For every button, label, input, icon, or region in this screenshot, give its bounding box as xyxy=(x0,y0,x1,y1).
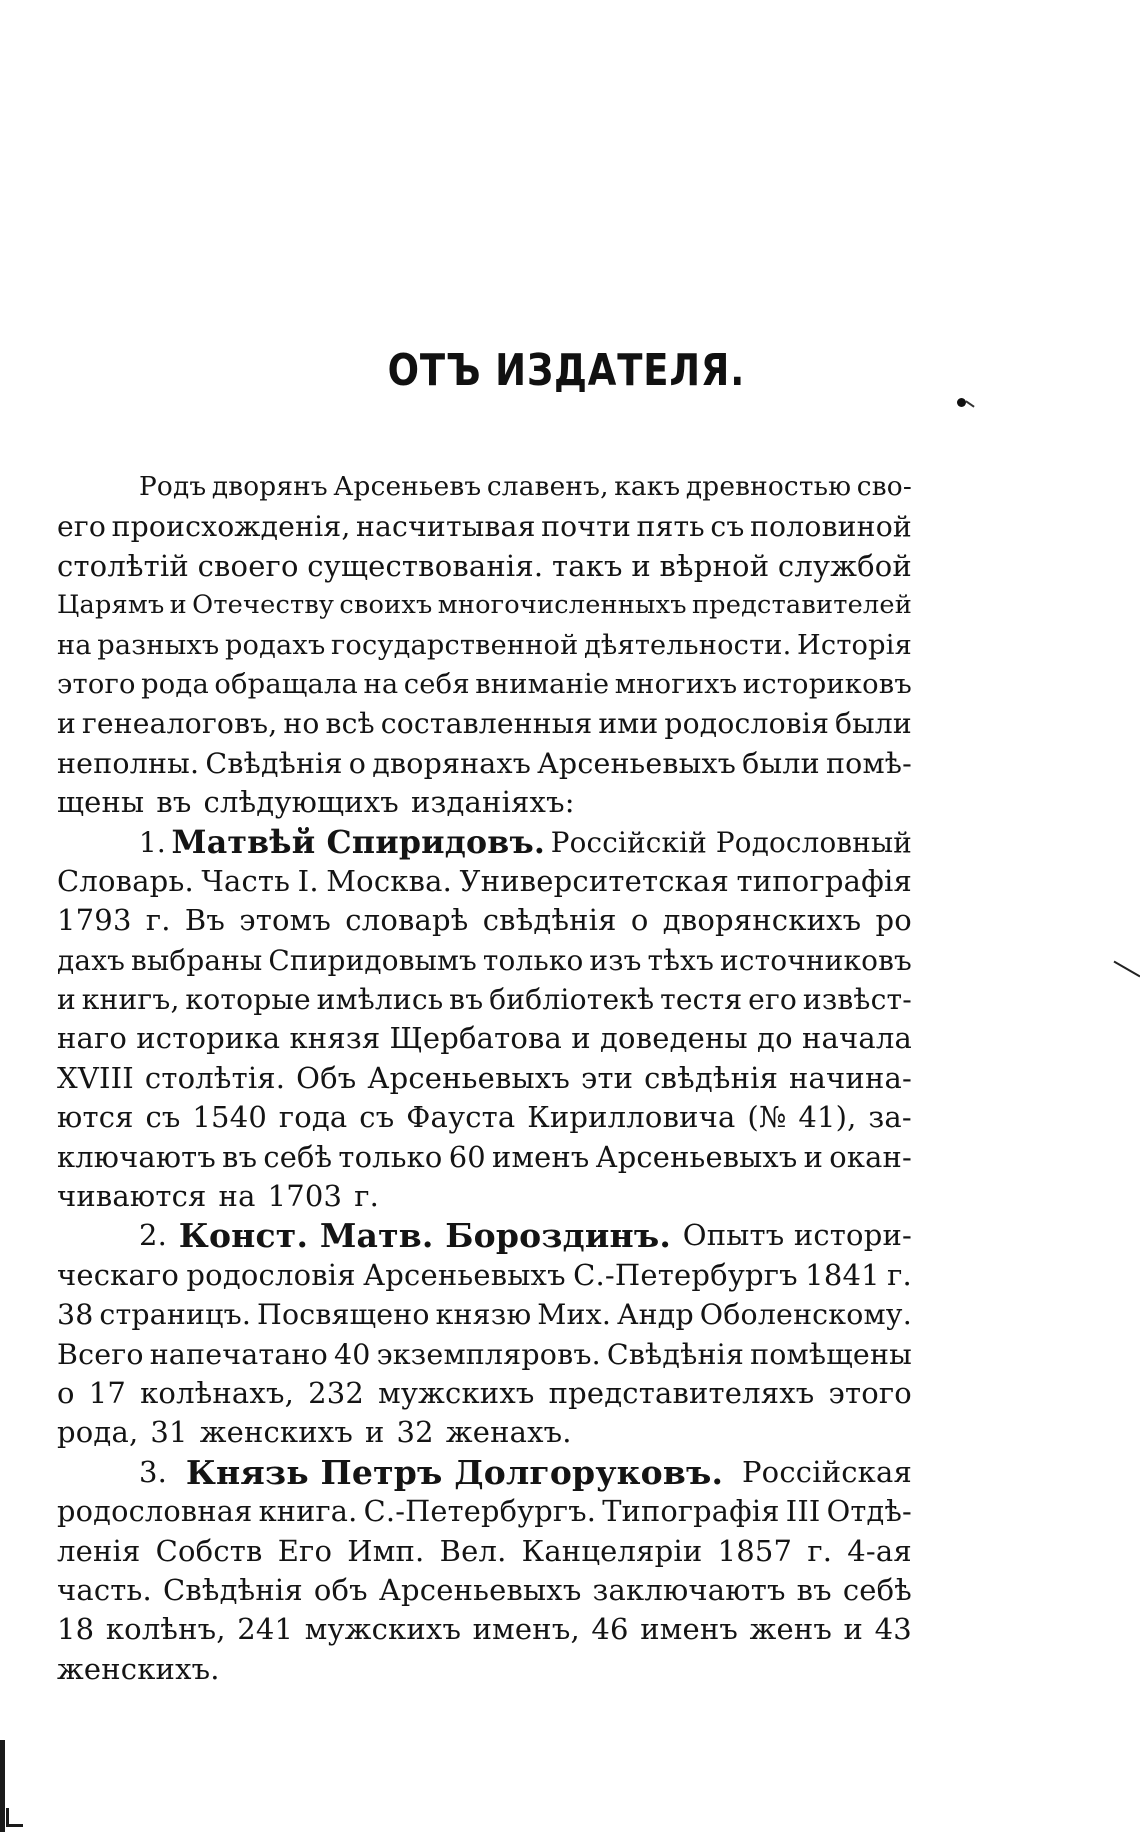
text-line xyxy=(57,1216,912,1255)
word: 1703 xyxy=(267,1179,343,1214)
word: въ xyxy=(449,983,484,1017)
word: ленія xyxy=(57,1533,141,1568)
word: Исторія xyxy=(797,629,912,661)
word: которые xyxy=(185,983,311,1017)
word: въ xyxy=(222,1139,258,1174)
word: выбраны xyxy=(131,943,263,977)
word: и xyxy=(57,983,76,1017)
word: многихъ xyxy=(614,668,738,700)
word: Арсеньевыхъ xyxy=(595,1139,798,1174)
text-line xyxy=(57,744,912,783)
word: себѣ xyxy=(842,1572,912,1607)
text-line xyxy=(57,1650,912,1689)
word: колѣнахъ, xyxy=(140,1375,295,1410)
word: генеалоговъ, xyxy=(81,707,278,741)
text-line xyxy=(57,586,912,625)
text-line xyxy=(57,704,912,743)
ink-spot-tail xyxy=(965,400,974,407)
page-edge-mark xyxy=(0,1740,5,1832)
word: съ xyxy=(710,510,745,544)
word: вѣрной xyxy=(659,548,770,583)
word: его xyxy=(57,510,107,544)
word: 32 xyxy=(396,1415,434,1450)
word: этомъ xyxy=(239,903,332,938)
word: женскихъ xyxy=(199,1415,353,1450)
ink-spot xyxy=(957,398,966,407)
entry-number: 2. xyxy=(139,1218,168,1253)
word: 1540 xyxy=(192,1100,267,1135)
word: дворянъ xyxy=(211,472,328,502)
word: женахъ. xyxy=(445,1415,572,1450)
word: начала xyxy=(801,1021,912,1056)
word: 241 xyxy=(237,1612,294,1647)
word: извѣст- xyxy=(802,983,912,1017)
word: насчитывая xyxy=(356,510,536,544)
word: 232 xyxy=(308,1375,365,1410)
entry-author: Князь Петръ Долгоруковъ. xyxy=(185,1452,724,1492)
word: 41), xyxy=(798,1100,857,1135)
word: историковъ xyxy=(742,668,912,700)
word: Царямъ xyxy=(57,590,165,621)
text-line xyxy=(57,1256,912,1295)
word: о xyxy=(630,903,649,938)
word: 18 xyxy=(57,1612,95,1647)
margin-stroke xyxy=(1114,961,1140,978)
word: съ xyxy=(359,1100,395,1135)
word: Щербатова xyxy=(389,1021,563,1056)
word: родословія xyxy=(186,1257,356,1292)
word: свѣдѣнія xyxy=(482,903,617,938)
word: Свѣдѣнія xyxy=(606,1337,745,1371)
word: наго xyxy=(57,1021,128,1056)
word: словарѣ xyxy=(345,903,469,938)
word: слѣдующихъ xyxy=(203,785,399,820)
word: и xyxy=(803,1139,824,1174)
word: ими xyxy=(598,707,659,741)
text-line xyxy=(57,941,912,980)
word: Канцеляріи xyxy=(521,1533,703,1568)
page-title: ОТЪ ИЗДАТЕЛЯ. xyxy=(387,345,746,396)
word: 1857 xyxy=(717,1533,793,1568)
word: 1793 xyxy=(57,903,132,938)
word: Часть xyxy=(201,863,291,898)
word: Вел. xyxy=(439,1533,507,1568)
word: Москва. xyxy=(326,863,453,898)
word: тестя xyxy=(660,983,743,1017)
word: рода, xyxy=(57,1415,139,1450)
word: только xyxy=(338,1139,443,1174)
word: г. xyxy=(354,1179,379,1214)
word: (№ xyxy=(747,1100,787,1135)
word: о xyxy=(348,746,367,780)
word: вниманіе xyxy=(475,668,610,700)
word: щены xyxy=(57,785,145,820)
word: Родъ xyxy=(139,472,207,502)
word: Андр xyxy=(616,1298,694,1332)
word: какъ xyxy=(614,472,681,502)
word: 17 xyxy=(88,1375,127,1410)
word: на xyxy=(363,668,399,700)
word: разныхъ xyxy=(97,629,220,661)
word: родословная xyxy=(57,1494,253,1529)
word: 46 xyxy=(591,1612,629,1647)
word: Отечеству xyxy=(192,590,335,621)
word: Фауста xyxy=(406,1100,516,1135)
word: но xyxy=(283,707,320,741)
word: родословія xyxy=(664,707,830,741)
word: Арсеньевъ xyxy=(333,472,482,502)
word: на xyxy=(57,629,92,661)
word: родахъ xyxy=(224,629,326,661)
word: пять xyxy=(636,510,705,544)
word: князю xyxy=(435,1298,532,1332)
text-line xyxy=(57,783,912,822)
word: начина- xyxy=(789,1060,912,1095)
word: этого xyxy=(57,668,136,700)
word: года xyxy=(278,1100,348,1135)
word: колѣнъ, xyxy=(105,1612,226,1647)
word: столѣтія. xyxy=(144,1060,286,1095)
word: славенъ, xyxy=(486,472,609,502)
word: 38 xyxy=(57,1298,94,1332)
word: своихъ xyxy=(339,590,433,621)
word: представителяхъ xyxy=(548,1375,815,1410)
word: себѣ xyxy=(263,1139,333,1174)
word: и xyxy=(169,590,187,621)
text-line xyxy=(57,1492,912,1531)
word: Свѣдѣнія xyxy=(162,1572,303,1607)
word: 43 xyxy=(874,1612,912,1647)
entry-number: 3. xyxy=(139,1454,168,1489)
word: этого xyxy=(828,1375,912,1410)
word: всѣ xyxy=(325,707,375,741)
text-line xyxy=(57,1532,912,1571)
word: Университетская xyxy=(459,863,729,898)
text-line xyxy=(57,1335,912,1374)
word: заключаютъ xyxy=(592,1572,786,1607)
text-line xyxy=(57,665,912,704)
word: дворянахъ xyxy=(372,746,532,780)
word: историка xyxy=(136,1021,281,1056)
word: напечатано xyxy=(149,1337,329,1371)
word: женскихъ. xyxy=(57,1651,220,1686)
word: за- xyxy=(868,1100,912,1135)
word: именъ xyxy=(492,1139,590,1174)
word: составленныя xyxy=(380,707,593,741)
word: службой xyxy=(777,548,912,583)
word: Арсеньевыхъ xyxy=(367,1060,571,1095)
text-line xyxy=(57,1571,912,1610)
word: дворянскихъ xyxy=(662,903,862,938)
word: въ xyxy=(156,785,192,820)
word: Всего xyxy=(57,1337,144,1371)
word: обращала xyxy=(214,668,359,700)
word: сво- xyxy=(856,472,912,502)
word: помѣщены xyxy=(750,1337,912,1371)
word: многочисленныхъ xyxy=(437,590,687,621)
word: III xyxy=(785,1494,821,1529)
word: Арсеньевыхъ xyxy=(537,746,737,780)
text-line xyxy=(57,1138,912,1177)
text-line xyxy=(57,901,912,940)
word: Имп. xyxy=(347,1533,425,1568)
word: Мих. xyxy=(537,1298,612,1332)
word: древностью xyxy=(685,472,852,502)
word: и xyxy=(571,1021,591,1056)
word: и xyxy=(843,1612,864,1647)
word: Его xyxy=(277,1533,333,1568)
word: тѣхъ xyxy=(647,943,715,977)
word: Посвящено xyxy=(257,1298,430,1332)
page-edge-mark-corner xyxy=(6,1808,23,1827)
word: именъ, xyxy=(472,1612,580,1647)
word: дѣятельности. xyxy=(583,629,792,661)
word: и xyxy=(364,1415,385,1450)
text-line xyxy=(57,1453,912,1492)
word: экземпляровъ. xyxy=(376,1337,601,1371)
word: дахъ xyxy=(57,943,126,977)
word: съ xyxy=(145,1100,181,1135)
word: Собств xyxy=(155,1533,263,1568)
word: 40 xyxy=(333,1337,371,1371)
word: ключаютъ xyxy=(57,1139,216,1174)
entry-title: Россійскій Родословный xyxy=(550,825,912,859)
entry-author: Конст. Матв. Бороздинъ. xyxy=(178,1216,672,1256)
word: I. xyxy=(297,863,319,898)
word: государственной xyxy=(330,629,579,661)
word: источниковъ xyxy=(719,943,912,977)
word: доведены xyxy=(599,1021,748,1056)
word: г. xyxy=(807,1533,833,1568)
word: Оболенскому. xyxy=(699,1298,912,1332)
word: своего xyxy=(197,548,299,583)
word: С.-Петербургъ xyxy=(573,1257,798,1292)
word: почти xyxy=(541,510,631,544)
word: мужскихъ xyxy=(304,1612,462,1647)
word: столѣтій xyxy=(57,548,189,583)
text-line xyxy=(57,547,912,586)
word: ются xyxy=(57,1100,134,1135)
text-line xyxy=(57,1177,912,1216)
word: С.-Петербургъ. xyxy=(363,1494,597,1529)
word: половиной xyxy=(750,510,912,544)
word: рода xyxy=(141,668,209,700)
word: и xyxy=(631,548,651,583)
text-line xyxy=(57,1098,912,1137)
word: именъ xyxy=(640,1612,739,1647)
word: г. xyxy=(145,903,171,938)
word: объ xyxy=(313,1572,368,1607)
word: такъ xyxy=(551,548,623,583)
word: Кирилловича xyxy=(527,1100,736,1135)
word: имѣлись xyxy=(316,983,444,1017)
word: на xyxy=(218,1179,256,1214)
entry-title: Россійская xyxy=(741,1454,912,1489)
word: книга. xyxy=(258,1494,358,1529)
word: Отдѣ- xyxy=(826,1494,912,1529)
word: были xyxy=(835,707,912,741)
word: 60 xyxy=(448,1139,486,1174)
word: типографія xyxy=(736,863,912,898)
word: чиваются xyxy=(57,1179,207,1214)
word: себя xyxy=(403,668,470,700)
word: Арсеньевыхъ xyxy=(363,1257,566,1292)
word: только xyxy=(482,943,584,977)
word: князя xyxy=(289,1021,381,1056)
word: г. xyxy=(887,1257,912,1292)
text-line xyxy=(57,862,912,901)
text-line xyxy=(57,980,912,1019)
text-line xyxy=(57,1413,912,1452)
word: до xyxy=(757,1021,793,1056)
word: изданіяхъ: xyxy=(410,785,575,820)
text-line xyxy=(57,1374,912,1413)
word: 31 xyxy=(150,1415,188,1450)
word: неполны. xyxy=(57,746,200,780)
word: Въ xyxy=(184,903,226,938)
body-text xyxy=(57,468,912,1689)
word: и xyxy=(57,707,76,741)
text-line xyxy=(57,823,912,862)
word: эти xyxy=(581,1060,634,1095)
word: 1841 xyxy=(805,1257,880,1292)
word: происхожденія, xyxy=(111,510,351,544)
word: Типографія xyxy=(602,1494,780,1529)
word: Арсеньевыхъ xyxy=(378,1572,582,1607)
word: страницъ. xyxy=(99,1298,252,1332)
word: о xyxy=(57,1375,75,1410)
word: 4-ая xyxy=(847,1533,912,1568)
word: Свѣдѣнія xyxy=(205,746,343,780)
entry-number: 1. xyxy=(139,825,166,859)
word: библіотекѣ xyxy=(489,983,655,1017)
text-line xyxy=(57,1019,912,1058)
word: ческаго xyxy=(57,1257,180,1292)
word: его xyxy=(748,983,798,1017)
word: Словарь. xyxy=(57,863,194,898)
word: изъ xyxy=(589,943,642,977)
word: помѣ- xyxy=(825,746,912,780)
word: мужскихъ xyxy=(378,1375,535,1410)
text-line xyxy=(57,1295,912,1334)
word: женъ xyxy=(749,1612,832,1647)
word: представителей xyxy=(691,590,912,621)
text-line xyxy=(57,1610,912,1649)
text-line xyxy=(57,468,912,507)
word: Спиридовымъ xyxy=(268,943,477,977)
word: свѣдѣнія xyxy=(644,1060,779,1095)
word: часть. xyxy=(57,1572,152,1607)
text-line xyxy=(57,507,912,546)
word: XVIII xyxy=(57,1060,134,1095)
word: Объ xyxy=(296,1060,357,1095)
word: книгъ, xyxy=(81,983,180,1017)
word: были xyxy=(742,746,820,780)
text-line xyxy=(57,1059,912,1098)
entry-title: Опытъ истори- xyxy=(682,1218,912,1253)
word: ро xyxy=(875,903,912,938)
word: существованія. xyxy=(307,548,544,583)
text-line xyxy=(57,626,912,665)
word: окан- xyxy=(829,1139,912,1174)
word: въ xyxy=(796,1572,832,1607)
entry-author: Матвѣй Спиридовъ. xyxy=(171,823,546,861)
